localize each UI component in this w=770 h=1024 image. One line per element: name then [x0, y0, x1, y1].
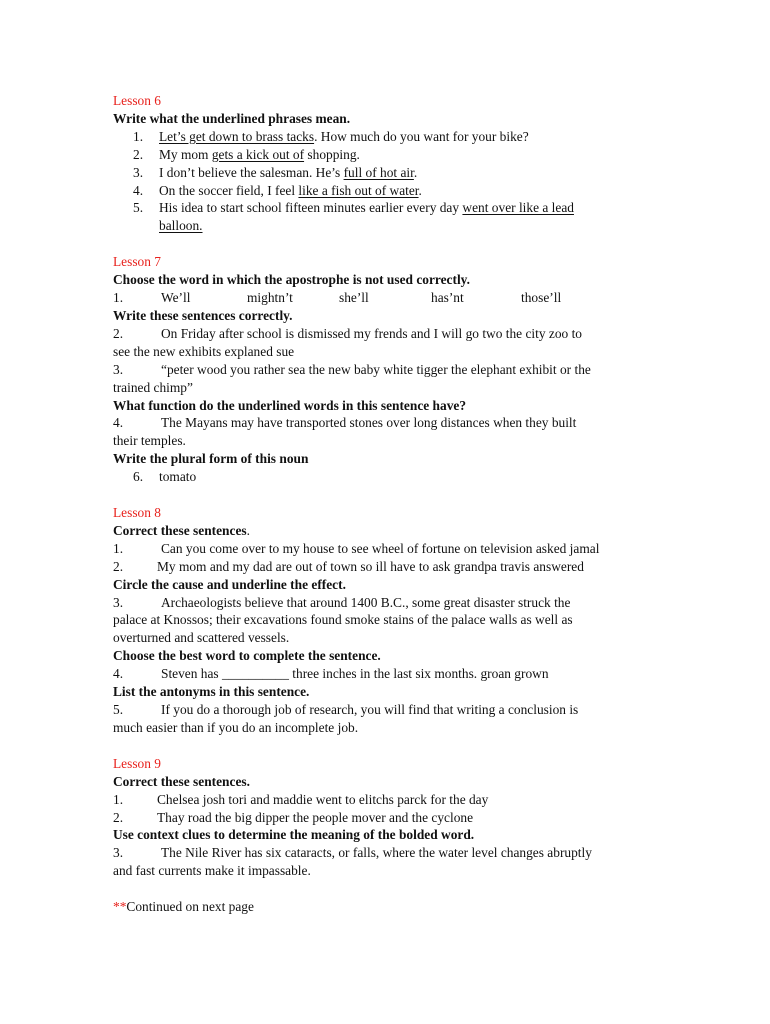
lesson-9-heading-1: Correct these sentences.	[113, 773, 250, 789]
question-2: 2. On Friday after school is dismissed my frends and I will go two the city zoo to see the new exhibits explaned sue	[113, 325, 582, 359]
underlined-phrase: like a fish out of water	[298, 182, 419, 198]
list-item: 3. I don’t believe the salesman. He’s full of hot air.	[133, 164, 418, 180]
lesson-7-heading-2: Write these sentences correctly.	[113, 307, 293, 323]
question-2: 2. Thay road the big dipper the people mover and the cyclone	[113, 809, 474, 825]
lesson-8-heading-3: Choose the best word to complete the sentence.	[113, 648, 381, 664]
underlined-phrase-cont: balloon.	[159, 218, 203, 234]
apostrophe-choices: 1. We’ll mightn’t she’ll has’nt those’ll	[113, 290, 562, 306]
lesson-6-title: Lesson 6	[113, 93, 161, 108]
list-item: 5. His idea to start school fifteen minutes earlier every day went over like a lead balloon.	[133, 200, 574, 234]
question-5: 5. If you do a thorough job of research, you will find that writing a conclusion is much easier than if you do an incomplete job.	[113, 702, 579, 735]
lesson-8-title: Lesson 8	[113, 505, 161, 521]
list-item: 4. On the soccer field, I feel like a fish out of water.	[133, 182, 422, 198]
question-1: 1. Can you come over to my house to see wheel of fortune on television asked jamal	[113, 540, 600, 556]
list-item: 2. My mom gets a kick out of shopping.	[133, 146, 360, 162]
lesson-7-title: Lesson 7	[113, 254, 161, 270]
lesson-8-heading-4: List the antonyms in this sentence.	[113, 684, 310, 700]
asterisks: **	[113, 899, 127, 915]
continued-note: **Continued on next page	[113, 899, 254, 915]
question-1: 1. Chelsea josh tori and maddie went to elitchs parck for the day	[113, 791, 489, 807]
lesson-6-heading: Write what the underlined phrases mean.	[113, 110, 351, 126]
worksheet-page	[113, 92, 673, 916]
choice-word: mightn’t	[247, 290, 293, 306]
lesson-9-heading-2: Use context clues to determine the meaning of the bolded word.	[113, 827, 475, 843]
lesson-8-heading-2: Circle the cause and underline the effect.	[113, 576, 346, 592]
question-6: 6. tomato	[133, 469, 197, 485]
lesson-7-heading-3: What function do the underlined words in this sentence have?	[113, 397, 467, 413]
list-item: 1. Let’s get down to brass tacks. How much do you want for your bike?	[133, 128, 529, 144]
choice-word: has’nt	[431, 290, 464, 306]
underlined-phrase: full of hot air	[343, 164, 414, 180]
lesson-7-heading-4: Write the plural form of this noun	[113, 451, 309, 467]
lesson-8-heading-1: Correct these sentences.	[113, 522, 250, 538]
question-3: 3. “peter wood you rather sea the new baby white tigger the elephant exhibit or the trained chimp”	[113, 361, 591, 395]
lesson-6-list	[113, 128, 673, 235]
question-3: 3. The Nile River has six cataracts, or falls, where the water level changes abruptly and fast currents make it impassable.	[113, 845, 592, 879]
underlined-phrase: went over like a lead	[462, 200, 574, 216]
lesson-7-heading-1: Choose the word in which the apostrophe is not used correctly.	[113, 272, 470, 288]
lesson-9-title: Lesson 9	[113, 755, 161, 771]
underlined-phrase: Let’s get down to brass tacks	[159, 128, 315, 144]
question-2: 2. My mom and my dad are out of town so ill have to ask grandpa travis answered	[113, 558, 584, 574]
underlined-phrase: gets a kick out of	[211, 146, 305, 162]
question-4: 4. Steven has __________ three inches in the last six months. groan grown	[113, 666, 549, 682]
choice-word: We’ll	[161, 290, 191, 306]
choice-word: those’ll	[521, 290, 562, 306]
question-4: 4. The Mayans may have transported stones over long distances when they built their temples.	[113, 415, 577, 449]
choice-word: she’ll	[339, 290, 369, 306]
question-3: 3. Archaeologists believe that around 1400 B.C., some great disaster struck the palace at Knossos; their excavations found smoke stains of the palace walls as well as overturned and scattered vessels.	[113, 594, 573, 646]
